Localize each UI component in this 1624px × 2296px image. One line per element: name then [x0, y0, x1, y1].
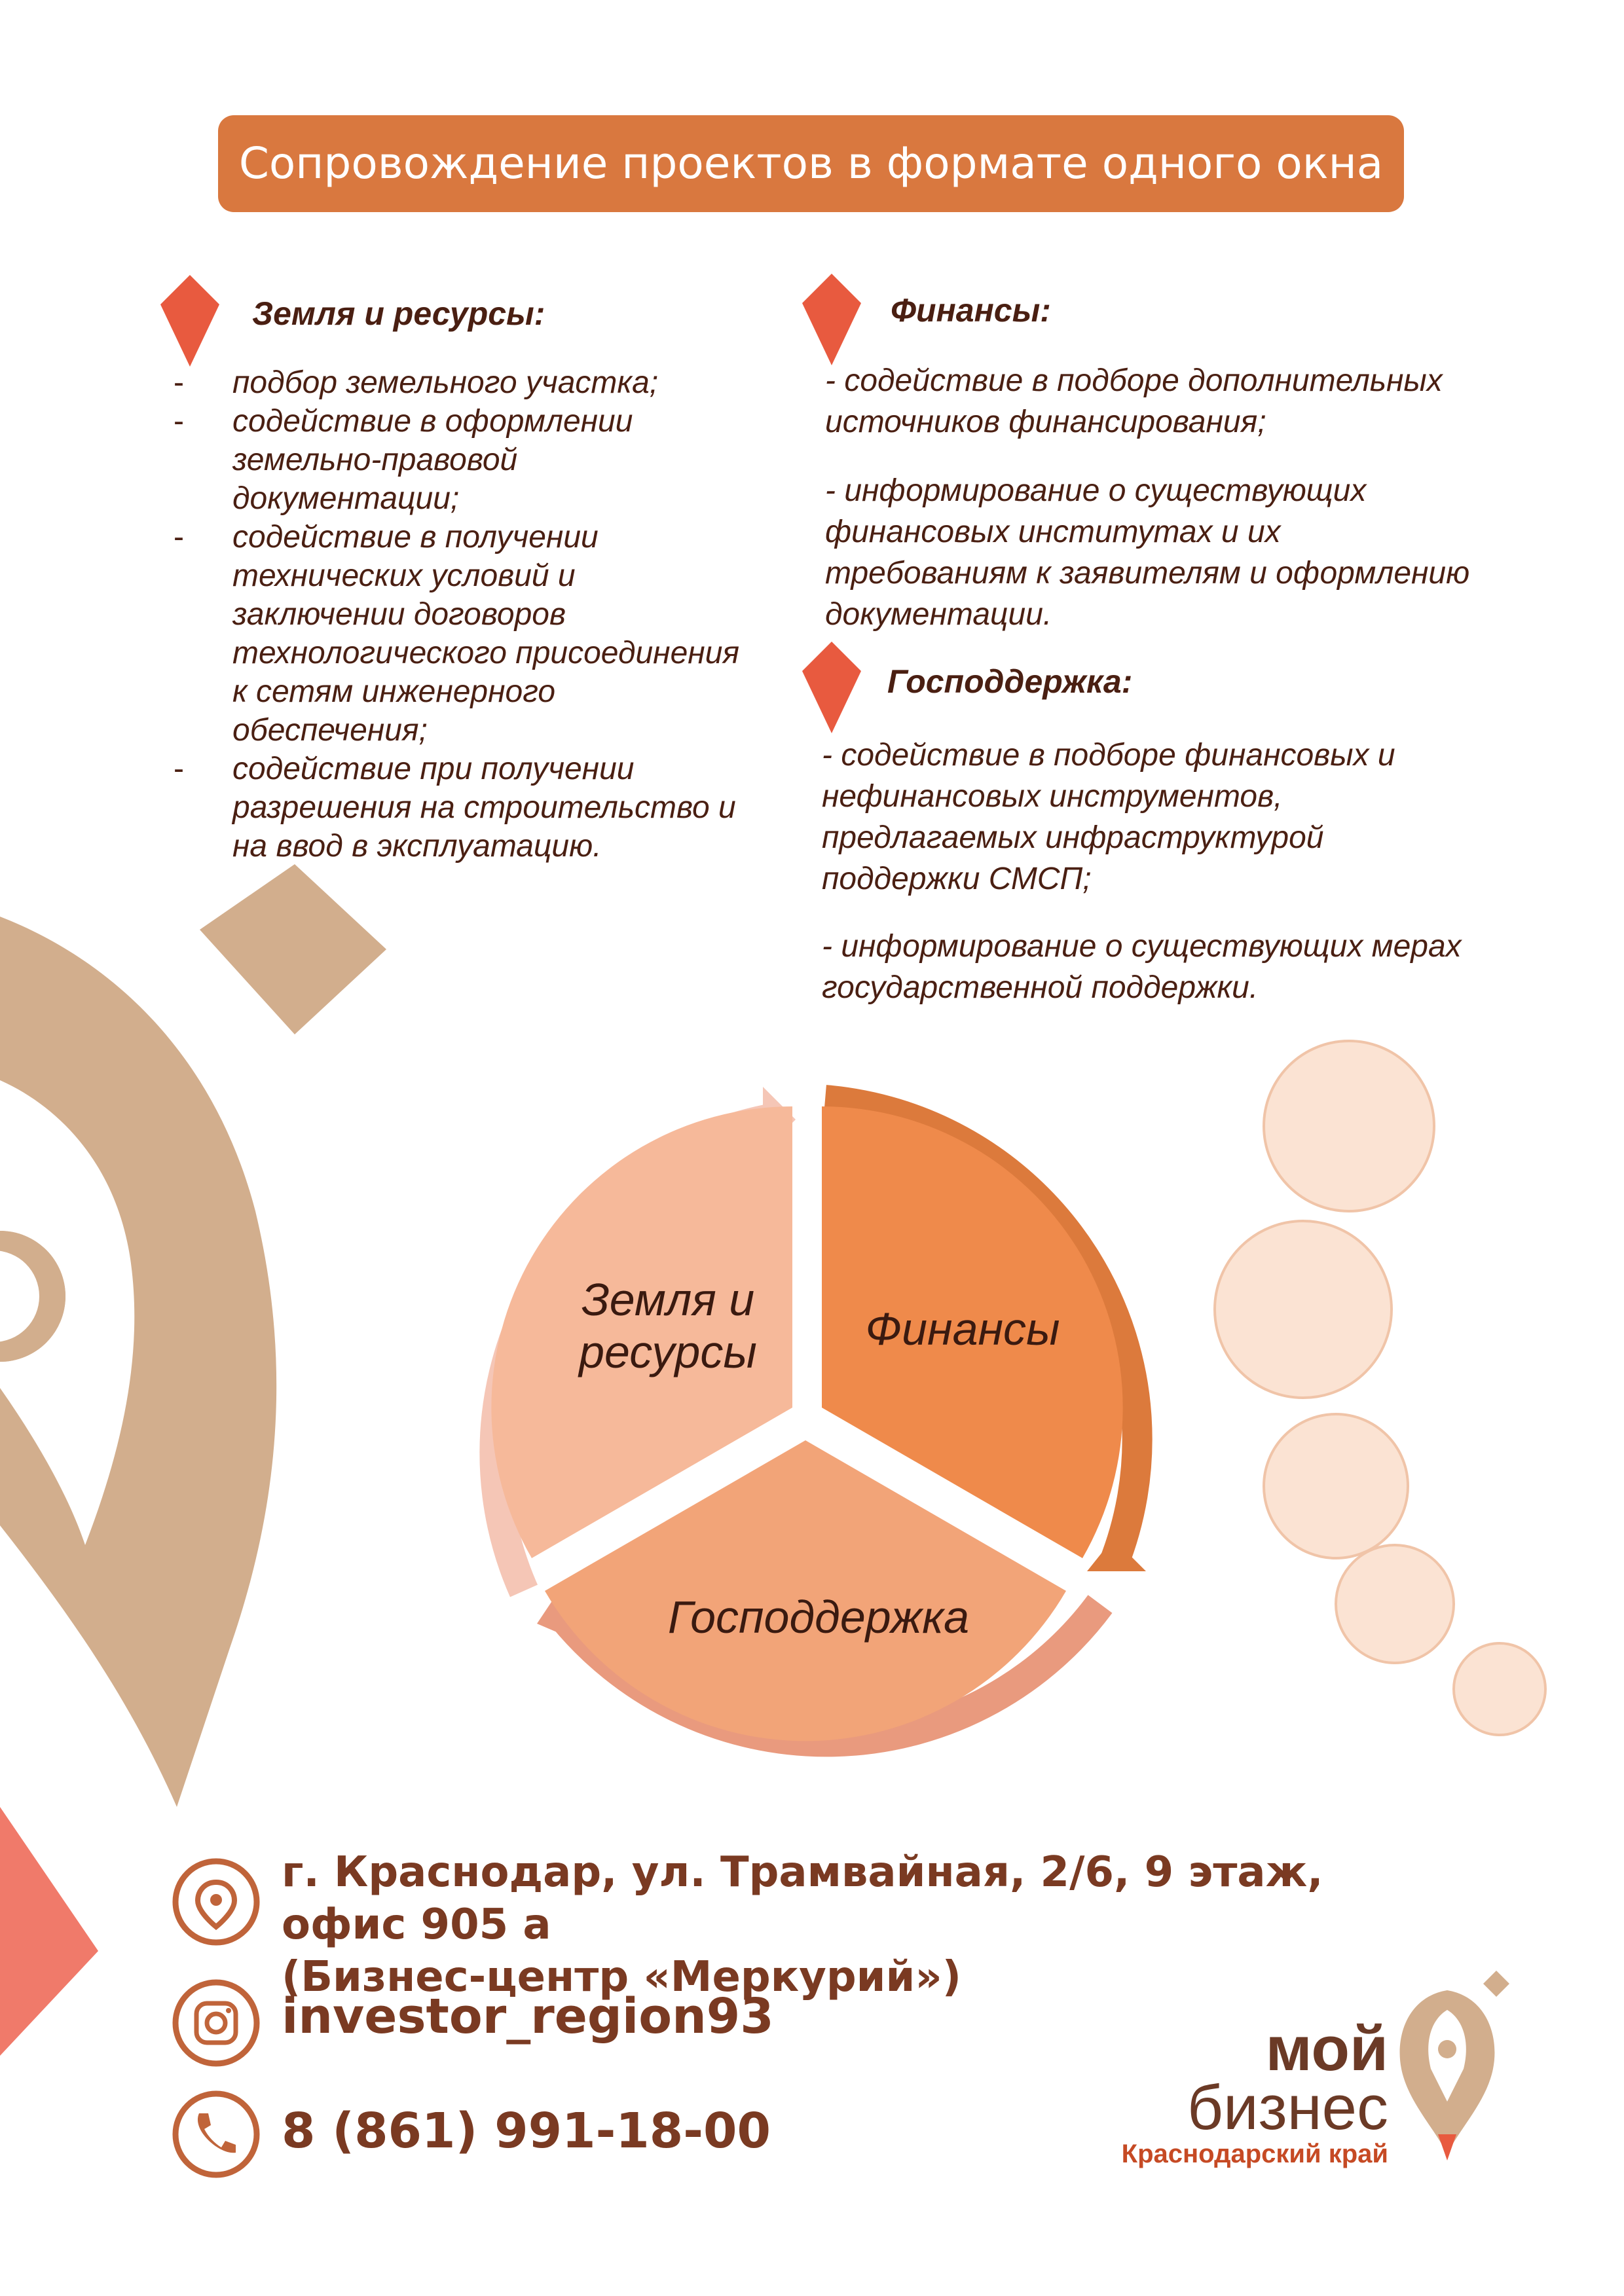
location-icon	[175, 1861, 257, 1942]
peach-circle	[1215, 1221, 1392, 1398]
list-item: - содействие в оформлении земельно-правовой документации;	[174, 402, 750, 518]
cycle-label-support: Господдержка	[667, 1592, 970, 1643]
finance-title: Финансы:	[891, 292, 1051, 329]
land-title: Земля и ресурсы:	[252, 295, 545, 332]
peach-circle	[1454, 1643, 1545, 1735]
page-title-banner: Сопровождение проектов в формате одного окна	[218, 115, 1404, 212]
rocket-logo-icon	[1400, 1971, 1509, 2160]
list-item: - подбор земельного участка;	[174, 363, 750, 402]
moy-biznes-logo: мой бизнес Краснодарский край	[1121, 2014, 1388, 2168]
phone-icon	[175, 2094, 257, 2175]
support-marker-icon	[802, 642, 861, 733]
address: г. Краснодар, ул. Трамвайная, 2/6, 9 этаж, офис 905 а (Бизнес-центр «Меркурий»)	[282, 1848, 1323, 2001]
land-list	[174, 363, 750, 866]
instagram-handle[interactable]: investor_region93	[282, 1988, 774, 2045]
cycle-label-land: Земля и ресурсы	[579, 1274, 757, 1377]
peach-circle	[1264, 1414, 1408, 1558]
peach-circle	[1336, 1545, 1454, 1663]
cycle-label-finance: Финансы	[865, 1303, 1060, 1355]
support-paragraph-1: - содействие в подборе финансовых и нефинансовых инструментов, предлагаемых инфраструктурой поддержки СМСП;	[822, 738, 1395, 896]
finance-paragraph-1: - содействие в подборе дополнительных источников финансирования;	[825, 363, 1443, 439]
finance-marker-icon	[802, 274, 861, 365]
list-item: - содействие при получении разрешения на строительство и на ввод в эксплуатацию.	[174, 750, 750, 866]
peach-circle	[1264, 1041, 1434, 1211]
support-title: Господдержка:	[887, 663, 1133, 700]
cycle-diagram	[491, 1087, 1146, 1741]
list-item: - содействие в получении технических условий и заключении договоров технологического присоединения к сетям инженерного обеспечения;	[174, 518, 750, 750]
tan-diamond-decoration	[200, 864, 386, 1034]
finance-paragraph-2: - информирование о существующих финансовых институтах и их требованиям к заявителям и оформлению документации.	[825, 473, 1470, 632]
salmon-triangle-decoration	[0, 1807, 98, 2056]
phone-number[interactable]: 8 (861) 991-18-00	[282, 2103, 771, 2159]
tan-pin-decoration	[0, 917, 276, 1807]
instagram-icon	[175, 1982, 257, 2064]
support-paragraph-2: - информирование о существующих мерах государственной поддержки.	[822, 929, 1462, 1005]
land-marker-icon	[160, 275, 219, 367]
